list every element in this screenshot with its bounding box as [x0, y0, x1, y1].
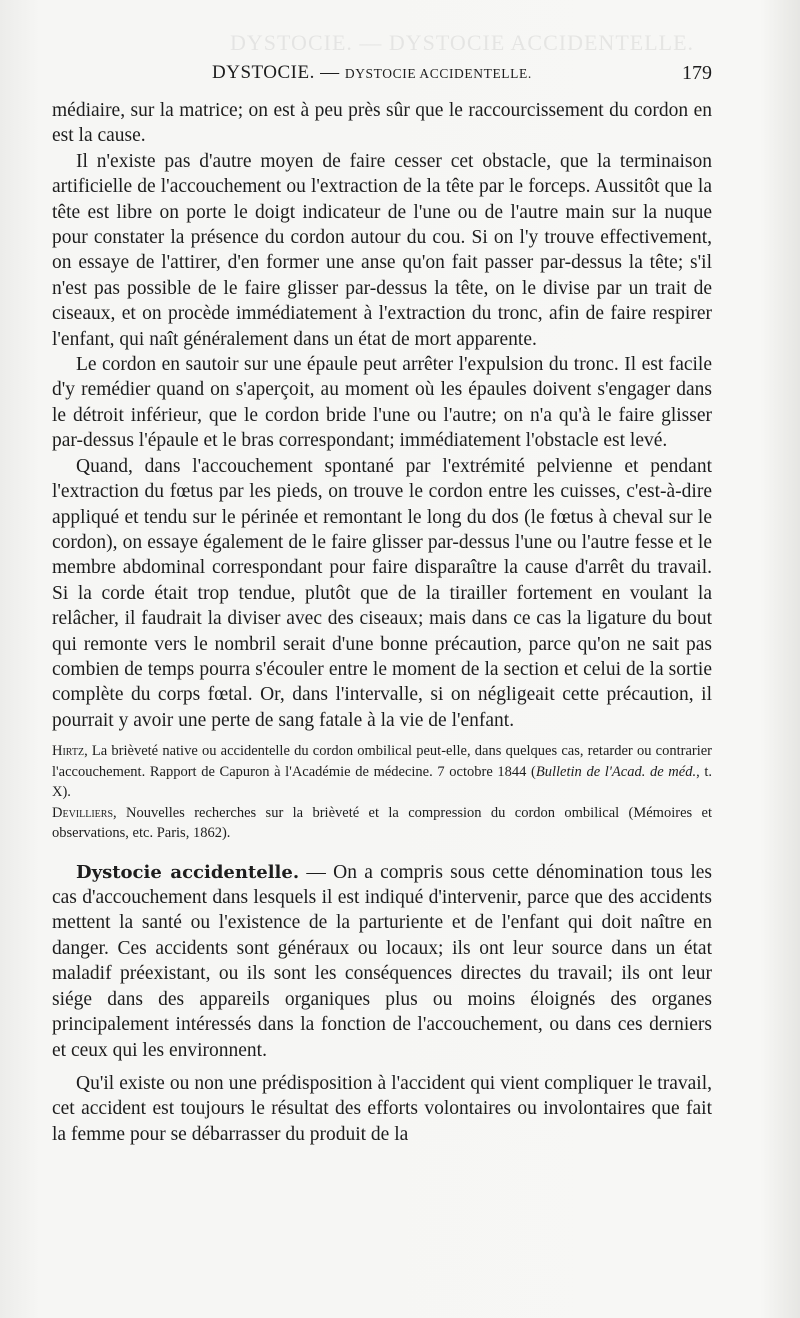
- running-title-subtitle: DYSTOCIE ACCIDENTELLE.: [344, 66, 532, 81]
- running-header: [52, 62, 712, 90]
- bleed-through-text: DYSTOCIE. — DYSTOCIE ACCIDENTELLE.: [230, 30, 695, 55]
- running-title-main: DYSTOCIE.: [212, 62, 315, 83]
- reference-journal: Bulletin de l'Acad. de méd.: [535, 763, 697, 780]
- paragraph-2: Il n'existe pas d'autre moyen de faire cesser cet obstacle, que la terminaison artificielle de l'accouchement ou l'extraction de la tête par le forceps. Aussitôt que la tête est libre on porte le doigt indicateur de l'une ou de l'autre main sur la nuque pour constater la présence du cordon autour du cou. Si on l'y trouve effectivement, on essaye de l'attirer, d'en former une anse qu'on fait passer par-dessus la tête; s'il n'est pas possible de le faire glisser par-dessus la tête, on le divise par un trait de ciseaux, et on procède immédiatement à l'extraction du tronc, afin de faire respirer l'enfant, qui naît généralement dans un état de mort apparente.: [52, 150, 712, 350]
- reference-text: Nouvelles recherches sur la brièveté et la compression du cordon ombilical (Mémoires et observations, etc. Paris, 1862).: [52, 804, 712, 842]
- references: [52, 741, 712, 844]
- reference-hirtz: [52, 741, 712, 803]
- reference-text: La brièveté native ou accidentelle du cordon ombilical peut-elle, dans quelques cas, retarder ou contrarier l'accouchement. Rapport de Capuron à l'Académie de médecine. 7 octobre 1844 (: [52, 743, 712, 780]
- page-body: [52, 98, 712, 1147]
- reference-devilliers: [52, 803, 712, 844]
- running-title-dash: —: [320, 62, 340, 83]
- paragraph-1: médiaire, sur la matrice; on est à peu près sûr que le raccourcissement du cordon en est la cause.: [52, 100, 712, 147]
- section-title: Dystocie accidentelle.: [76, 861, 300, 883]
- running-title: [212, 62, 532, 84]
- reference-tail: , t. X).: [52, 763, 713, 801]
- paragraph-last: Qu'il existe ou non une prédisposition à l'accident qui vient compliquer le travail, cet accident est toujours le résultat des efforts volontaires ou involontaires que fait la femme pour se débarrasser du produit de la: [52, 1072, 712, 1145]
- reference-author: Devilliers,: [52, 804, 117, 821]
- page-number: 179: [682, 62, 712, 84]
- paragraph-4: Quand, dans l'accouchement spontané par l'extrémité pelvienne et pendant l'extraction du fœtus par les pieds, on trouve le cordon entre les cuisses, c'est-à-dire appliqué et tendu sur le périnée et remontant le long du dos (le fœtus à cheval sur le cordon), on essaye également de le faire glisser par-dessus l'une ou l'autre fesse et le membre abdominal correspondant pour faire disparaître la cause d'arrêt du travail. Si la corde était trop tendue, plutôt que de la tirailler fortement en voulant la relâcher, il faudrait la diviser avec des ciseaux; mais dans ce cas la ligature du bout qui remonte vers le nombril serait d'une bonne précaution, parce qu'on ne sait pas combien de temps pourra s'écouler entre le moment de la section et celui de la sortie complète du corps fœtal. Or, dans l'intervalle, si on négligeait cette précaution, il pourrait y avoir une perte de sang fatale à la vie de l'enfant.: [52, 455, 712, 731]
- reference-author: Hirtz,: [52, 743, 88, 760]
- section-lead: — On a compris sous cette dénomination tous les cas d'accouchement dans lesquels il est indiqué d'intervenir, parce que des accidents mettent la santé ou l'existence de la parturiente et de l'enfant qui doit naître en danger. Ces accidents sont généraux ou locaux; ils ont leur source dans un état maladif préexistant, ou ils sont les conséquences directes du travail; ils ont leur siége dans des appareils organiques plus ou moins éloignés des organes principalement intéressés dans la fonction de l'accouchement, ou dans ces derniers et ceux qui les environnent.: [52, 861, 713, 1061]
- section-paragraph: [52, 860, 712, 1063]
- paragraph-3: Le cordon en sautoir sur une épaule peut arrêter l'expulsion du tronc. Il est facile d'y remédier quand on s'aperçoit, au moment où les épaules doivent s'engager dans le détroit inférieur, que le cordon bride l'une ou l'autre; on n'a qu'à le faire glisser par-dessus l'épaule et le bras correspondant; immédiatement l'obstacle est levé.: [52, 354, 712, 452]
